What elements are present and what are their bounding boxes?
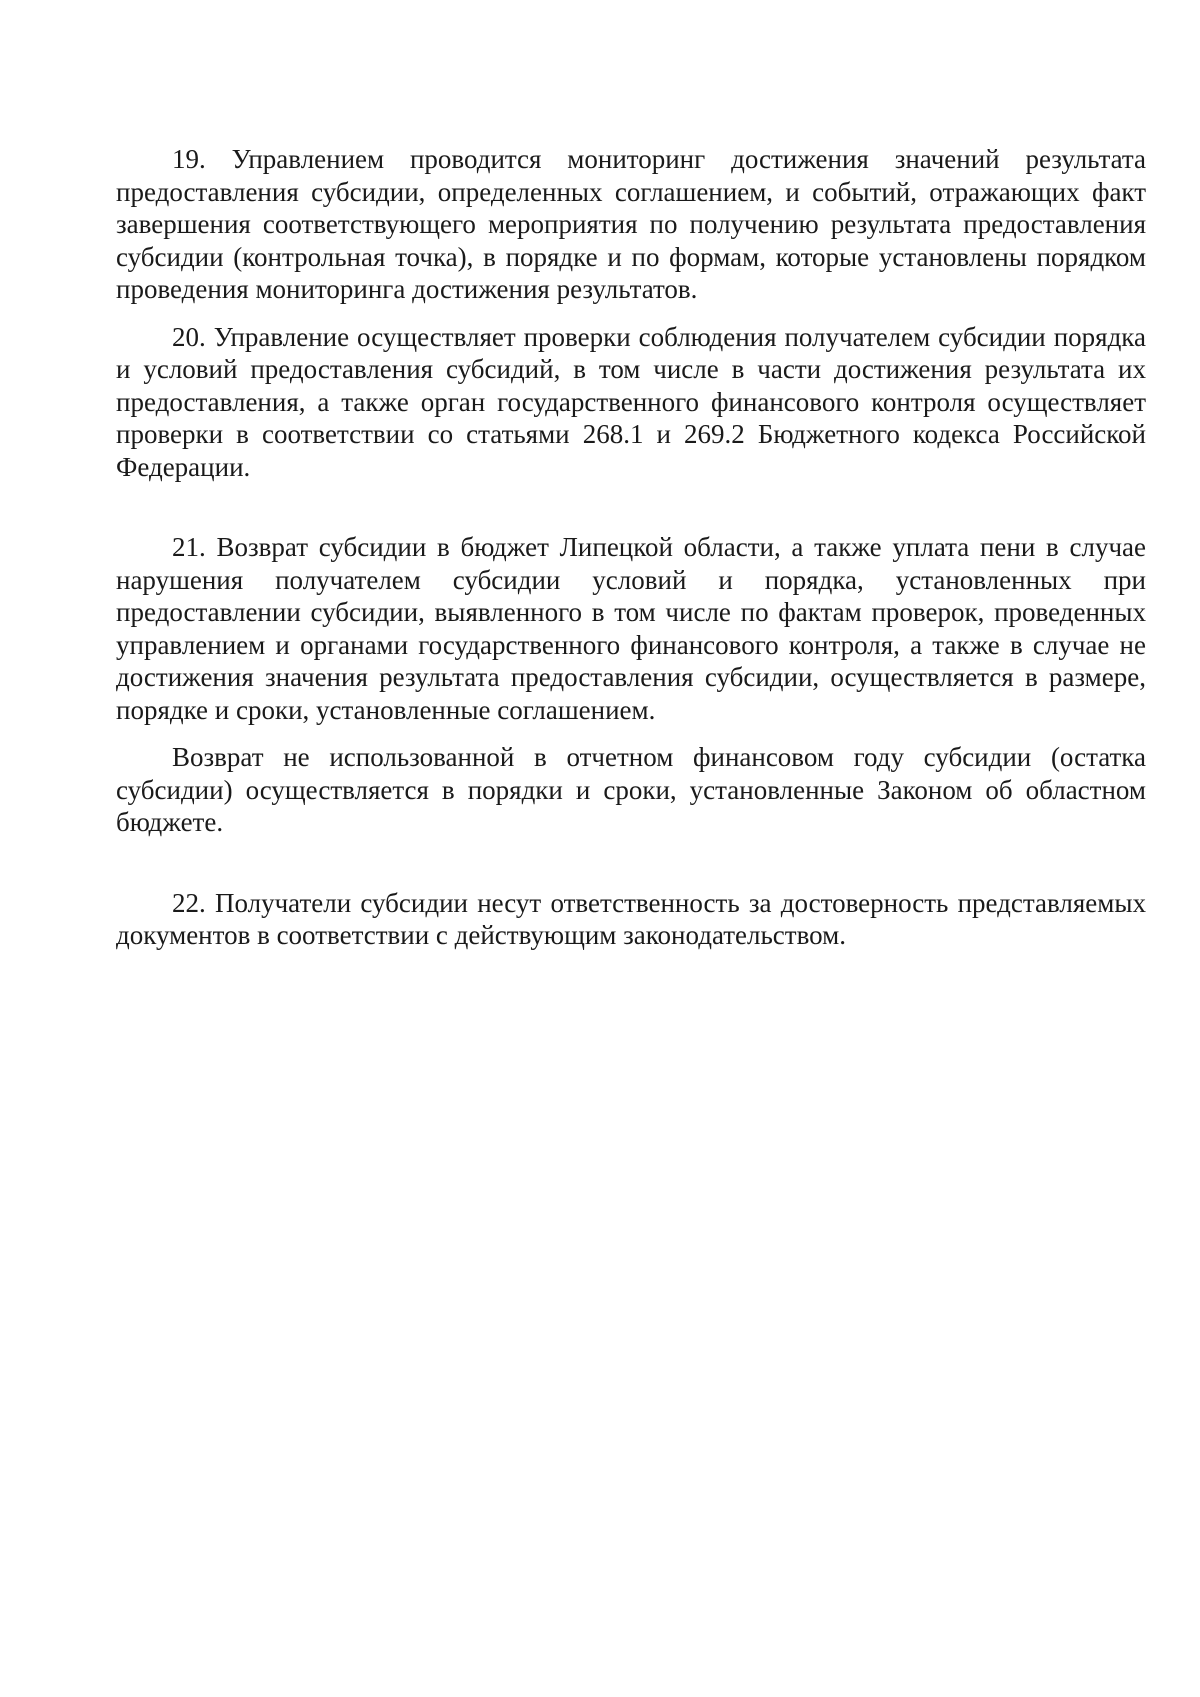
- paragraph-22: 22. Получатели субсидии несут ответственность за достоверность представляемых документов в соответствии с действующим законодательством.: [116, 887, 1146, 950]
- paragraph-21: 21. Возврат субсидии в бюджет Липецкой области, а также уплата пени в случае нарушения получателем субсидии условий и порядка, установленных при предоставлении субсидии, выявленного в том числе по фактам проверок, проведенных управлением и органами государственного финансового контроля, а также в случае не достижения значения результата предоставления субсидии, осуществляется в размере, порядке и сроки, установленные соглашением.: [116, 532, 1146, 725]
- document-body: [116, 143, 1146, 952]
- paragraph-19: 19. Управлением проводится мониторинг достижения значений результата предоставления субсидии, определенных соглашением, и событий, отражающих факт завершения соответствующего мероприятия по получению результата предоставления субсидии (контрольная точка), в порядке и по формам, которые установлены порядком проведения мониторинга достижения результатов.: [116, 144, 1146, 304]
- paragraph-21-return: Возврат не использованной в отчетном финансовом году субсидии (остатка субсидии) осуществляется в порядки и сроки, установленные Законом об областном бюджете.: [116, 742, 1146, 837]
- paragraph-20: 20. Управление осуществляет проверки соблюдения получателем субсидии порядка и условий предоставления субсидий, в том числе в части достижения результата их предоставления, а также орган государственного финансового контроля осуществляет проверки в соответствии со статьями 268.1 и 269.2 Бюджетного кодекса Российской Федерации.: [116, 321, 1146, 482]
